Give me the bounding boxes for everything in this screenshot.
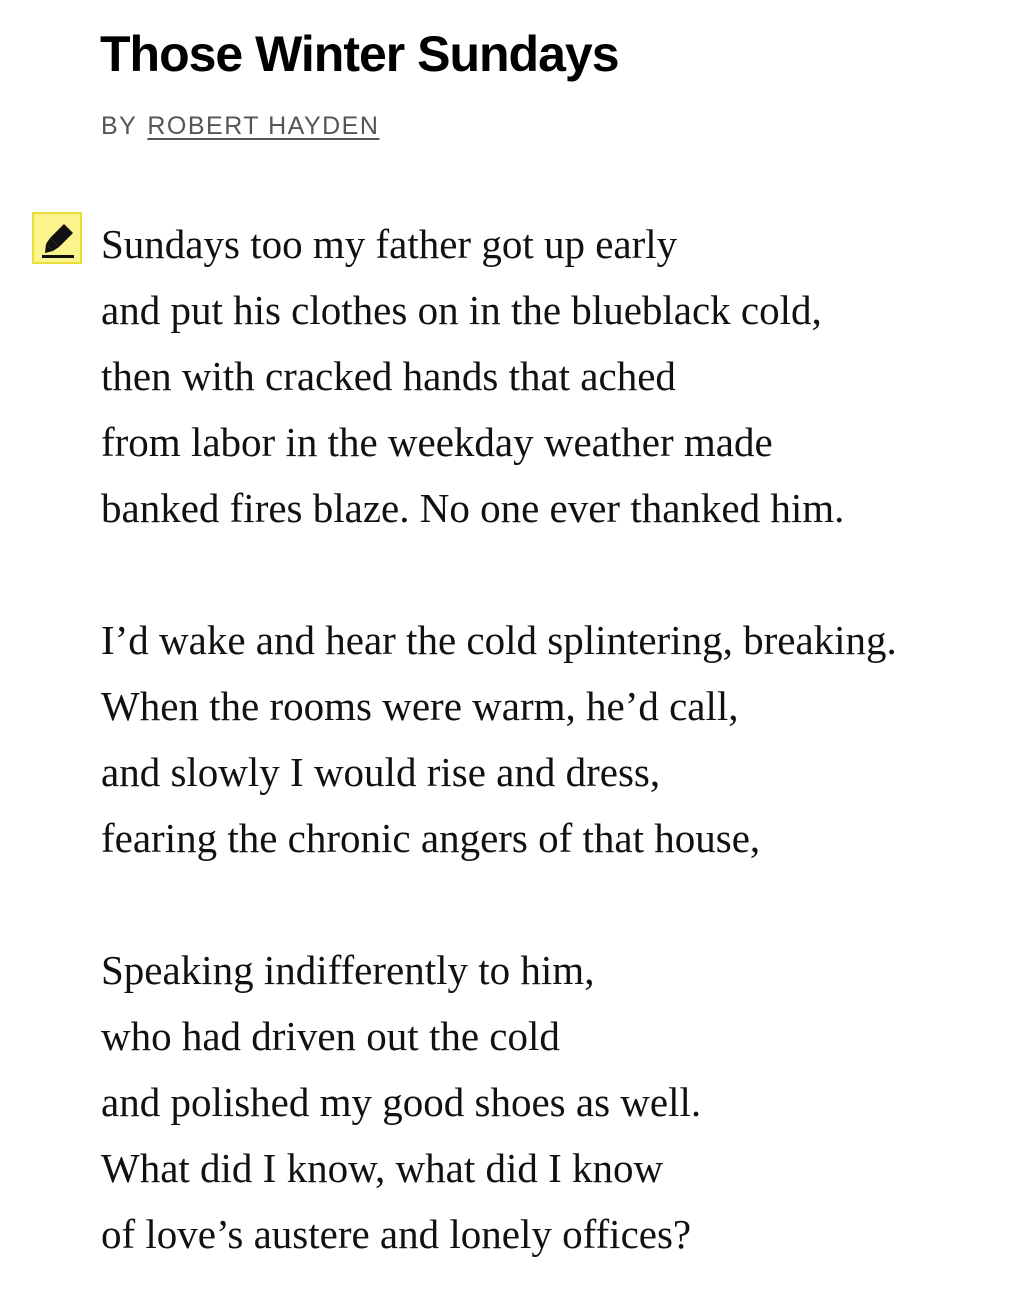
poem-line: Sundays too my father got up early <box>101 221 678 267</box>
byline <box>101 110 379 142</box>
poem-line: I’d wake and hear the cold splintering, breaking. <box>101 617 897 663</box>
author-link[interactable]: ROBERT HAYDEN <box>147 112 380 140</box>
poem-line: and slowly I would rise and dress, <box>101 749 661 795</box>
poem-line: When the rooms were warm, he’d call, <box>101 683 739 729</box>
poem-body <box>101 211 897 1267</box>
poem-line: and polished my good shoes as well. <box>101 1079 702 1125</box>
poem-line: fearing the chronic angers of that house, <box>101 815 761 861</box>
poem-line: Speaking indifferently to him, <box>101 947 595 993</box>
poem-line: and put his clothes on in the blueblack cold, <box>101 287 822 333</box>
poem-line: from labor in the weekday weather made <box>101 419 773 465</box>
poem-line: who had driven out the cold <box>101 1013 560 1059</box>
poem-line: then with cracked hands that ached <box>101 353 676 399</box>
poem-line: banked fires blaze. No one ever thanked him. <box>101 485 845 531</box>
poem-title: Those Winter Sundays <box>100 26 619 82</box>
stanza-1 <box>101 211 897 541</box>
stanza-3 <box>101 937 897 1267</box>
byline-prefix: BY <box>101 112 138 140</box>
highlighter-button[interactable] <box>32 212 82 264</box>
poem-line: What did I know, what did I know <box>101 1145 664 1191</box>
stanza-2 <box>101 607 897 871</box>
poem-line: of love’s austere and lonely offices? <box>101 1211 692 1257</box>
